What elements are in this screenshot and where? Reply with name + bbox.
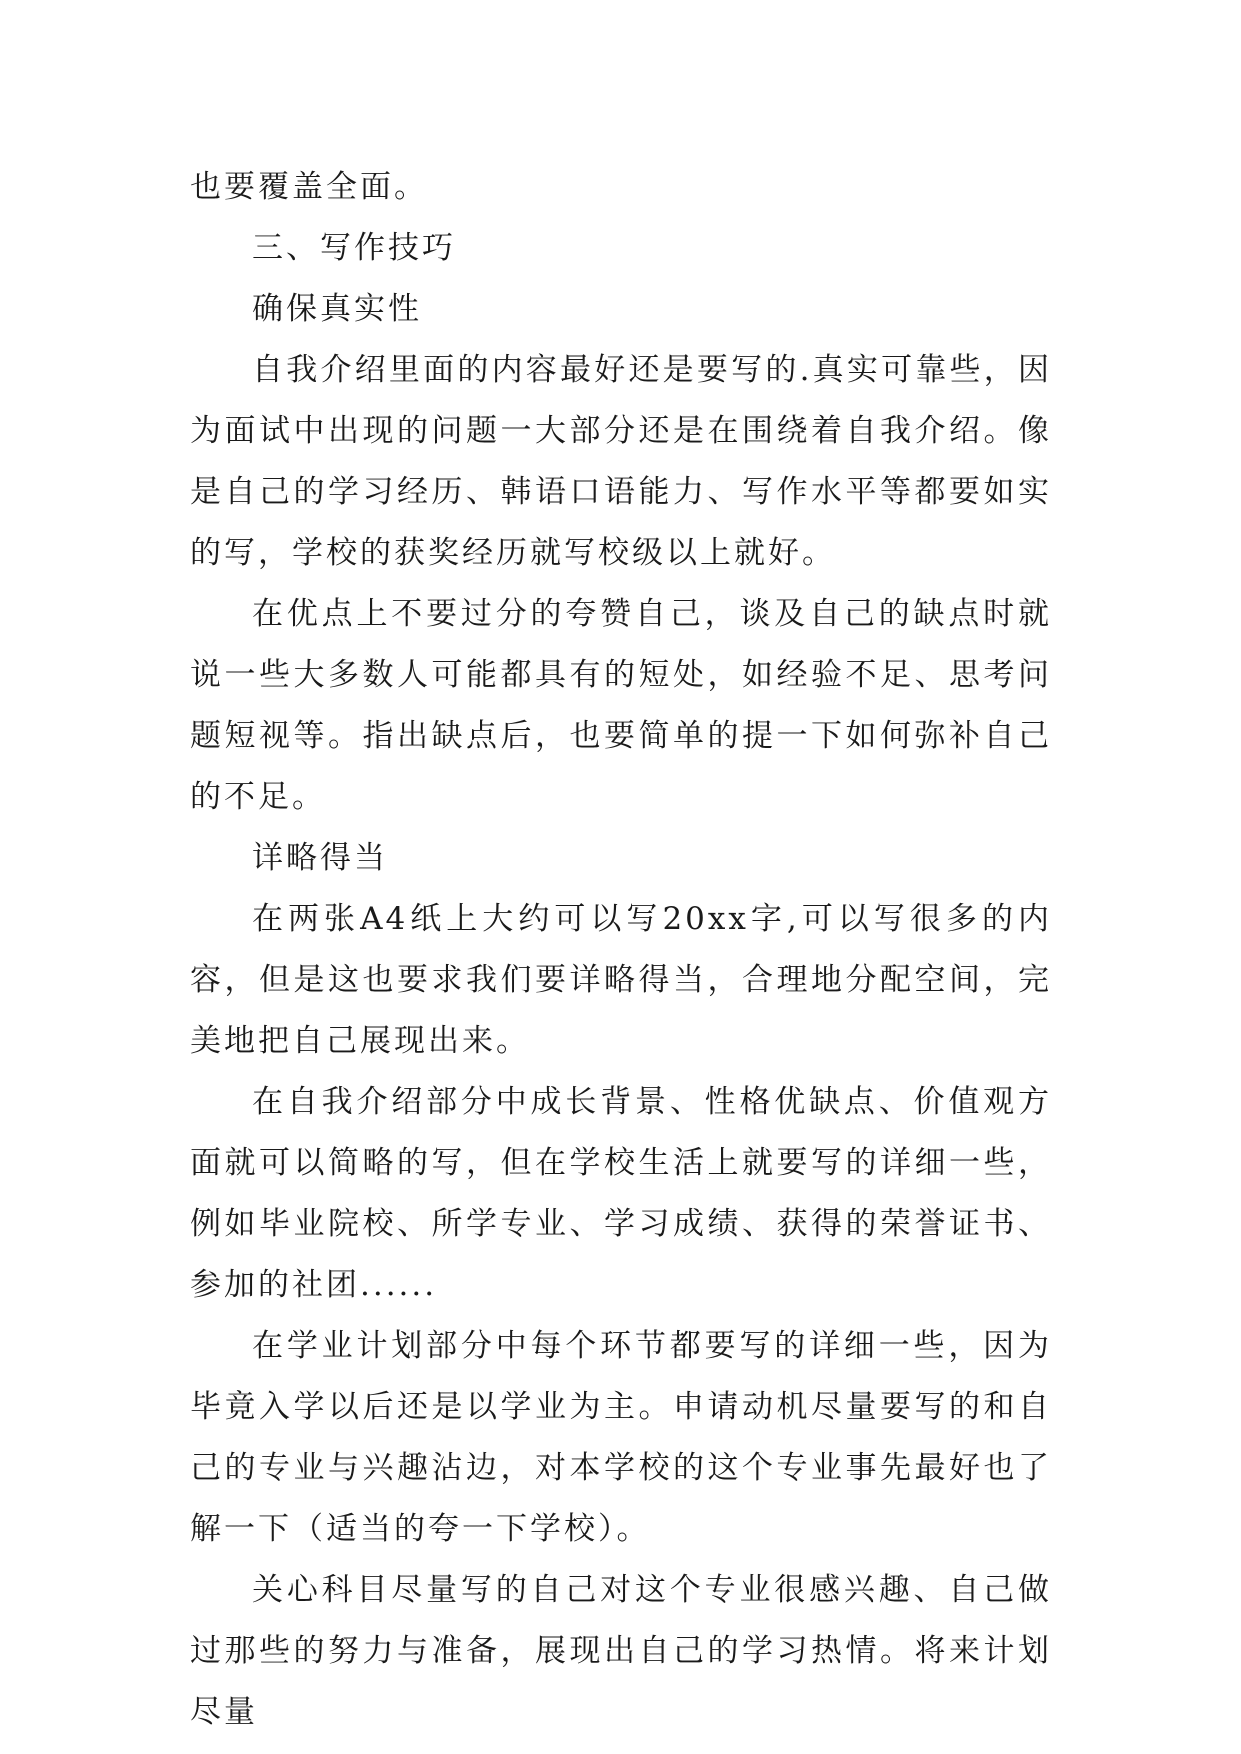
paragraph-authenticity-content: 自我介绍里面的内容最好还是要写的.真实可靠些，因为面试中出现的问题一大部分还是在围绕着自我介绍。像是自己的学习经历、韩语口语能力、写作水平等都要如实的写，学校的获奖经历就写校级以上就好。 <box>190 352 1052 571</box>
paragraph-strengths-weaknesses: 在优点上不要过分的夸赞自己，谈及自己的缺点时就说一些大多数人可能都具有的短处，如经验不足、思考问题短视等。指出缺点后，也要简单的提一下如何弥补自己的不足。 <box>190 596 1052 815</box>
paragraph-continuation: 也要覆盖全面。 <box>190 169 428 205</box>
paragraph-subjects-of-interest: 关心科目尽量写的自己对这个专业很感兴趣、自己做过那些的努力与准备，展现出自己的学习热情。将来计划尽量 <box>190 1572 1052 1730</box>
subheading-detail-balance: 详略得当 <box>252 840 388 876</box>
subheading-authenticity: 确保真实性 <box>252 291 422 327</box>
paragraph-self-intro-section: 在自我介绍部分中成长背景、性格优缺点、价值观方面就可以简略的写，但在学校生活上就要写的详细一些，例如毕业院校、所学专业、学习成绩、获得的荣誉证书、参加的社团...... <box>190 1084 1052 1303</box>
section-heading-writing-tips: 三、写作技巧 <box>252 230 456 266</box>
document-body <box>190 157 1052 1743</box>
paragraph-study-plan-section: 在学业计划部分中每个环节都要写的详细一些，因为毕竟入学以后还是以学业为主。申请动机尽量要写的和自己的专业与兴趣沾边，对本学校的这个专业事先最好也了解一下（适当的夸一下学校）。 <box>190 1328 1052 1547</box>
paragraph-a4-pages: 在两张A4纸上大约可以写20xx字,可以写很多的内容，但是这也要求我们要详略得当，合理地分配空间，完美地把自己展现出来。 <box>190 901 1052 1059</box>
